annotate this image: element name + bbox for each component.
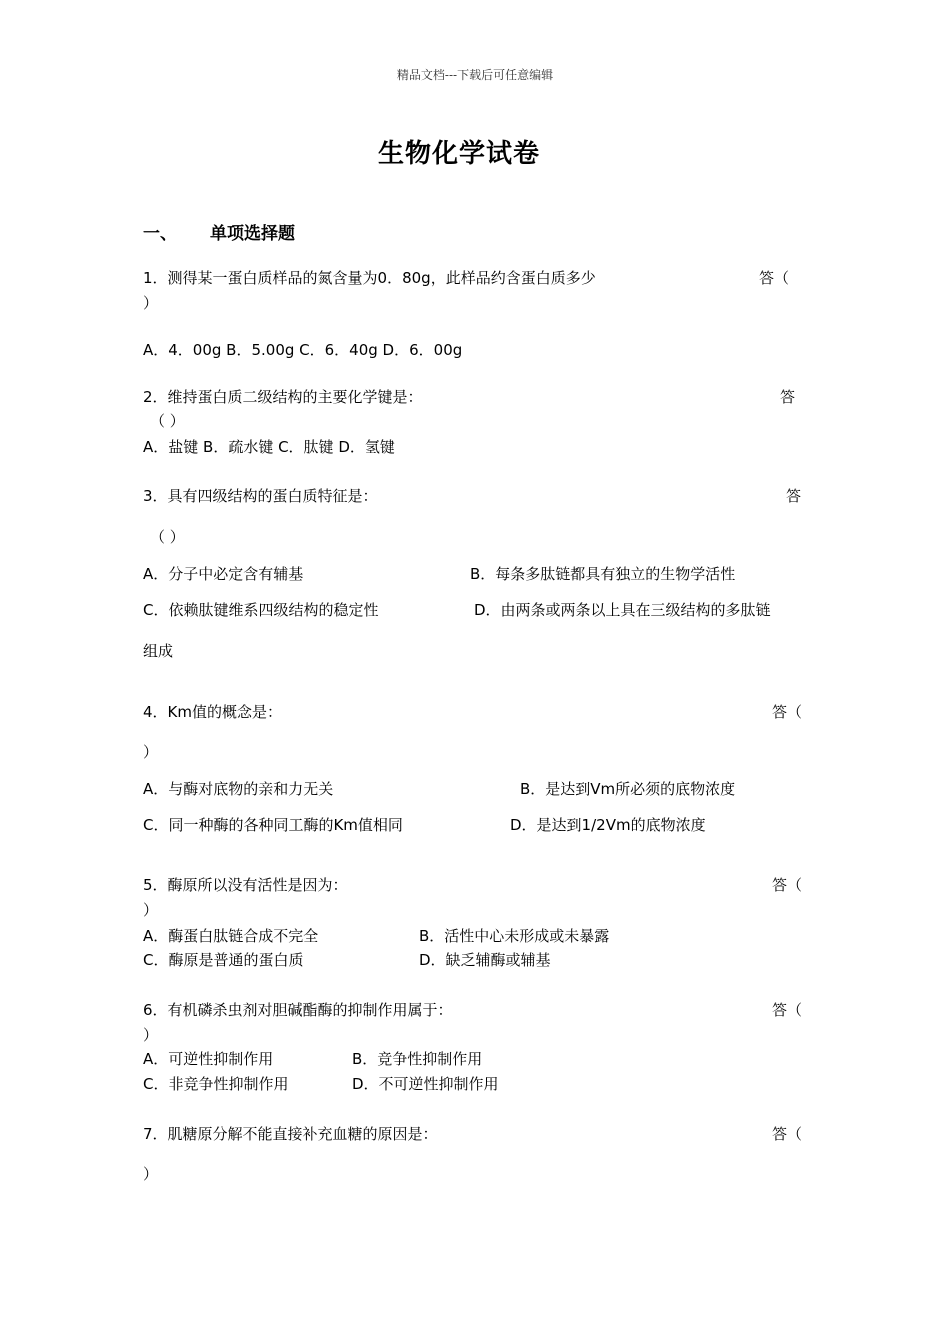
- question-6-option-b: B．竞争性抑制作用: [352, 1050, 483, 1068]
- question-4-answer-label: 答（: [772, 703, 803, 721]
- question-5-answer-label: 答（: [772, 876, 803, 894]
- question-5-option-a: A．酶蛋白肽链合成不完全: [143, 927, 319, 945]
- question-2-stem: 2．维持蛋白质二级结构的主要化学键是：: [143, 388, 423, 406]
- question-6-option-d: D．不可逆性抑制作用: [352, 1075, 499, 1093]
- question-4-option-a: A．与酶对底物的亲和力无关: [143, 780, 334, 798]
- question-1-answer-close: ）: [143, 294, 159, 312]
- question-6-option-a: A．可逆性抑制作用: [143, 1050, 274, 1068]
- question-5-stem: 5．酶原所以没有活性是因为：: [143, 876, 348, 894]
- question-3-answer-close: （ ）: [150, 528, 185, 546]
- question-2-answer-close: （ ）: [150, 412, 185, 430]
- question-6-stem: 6．有机磷杀虫剂对胆碱酯酶的抑制作用属于：: [143, 1001, 453, 1019]
- section-title: 单项选择题: [210, 224, 295, 244]
- document-title: 生物化学试卷: [377, 139, 540, 169]
- question-5-answer-close: ）: [143, 901, 159, 919]
- question-4-option-d: D．是达到1/2Vm的底物浓度: [510, 816, 706, 834]
- question-3-answer-label: 答: [786, 487, 802, 505]
- question-3-option-d: D．由两条或两条以上具在三级结构的多肽链: [474, 601, 771, 619]
- question-6-option-c: C．非竞争性抑制作用: [143, 1075, 289, 1093]
- question-3-stem: 3．具有四级结构的蛋白质特征是：: [143, 487, 378, 505]
- question-1-answer-label: 答（: [759, 269, 790, 287]
- question-4-stem: 4．Km值的概念是：: [143, 703, 282, 721]
- question-5-option-d: D．缺乏辅酶或辅基: [419, 951, 551, 969]
- question-6-answer-label: 答（: [772, 1001, 803, 1019]
- question-1-stem: 1．测得某一蛋白质样品的氮含量为0．80g，此样品约含蛋白质多少: [143, 269, 596, 287]
- question-6-answer-close: ）: [143, 1026, 159, 1044]
- question-2-answer-label: 答: [780, 388, 796, 406]
- question-4-option-b: B．是达到Vm所必须的底物浓度: [520, 780, 736, 798]
- question-1-options: A．4．00g B．5.00g C．6．40g D．6．00g: [143, 341, 463, 359]
- section-number: 一、: [143, 224, 177, 244]
- question-4-option-c: C．同一种酶的各种同工酶的Km值相同: [143, 816, 403, 834]
- question-3-option-b: B．每条多肽链都具有独立的生物学活性: [470, 565, 736, 583]
- question-3-option-a: A．分子中必定含有辅基: [143, 565, 304, 583]
- question-5-option-b: B．活性中心未形成或未暴露: [419, 927, 610, 945]
- question-2-options: A．盐键 B．疏水键 C．肽键 D．氢键: [143, 438, 395, 456]
- question-7-stem: 7．肌糖原分解不能直接补充血糖的原因是：: [143, 1125, 438, 1143]
- page-header: 精品文档---下载后可任意编辑: [396, 68, 554, 82]
- question-3-option-c: C．依赖肽键维系四级结构的稳定性: [143, 601, 379, 619]
- question-3-continuation: 组成: [143, 642, 174, 660]
- question-5-option-c: C．酶原是普通的蛋白质: [143, 951, 304, 969]
- question-4-answer-close: ）: [143, 743, 159, 761]
- question-7-answer-label: 答（: [772, 1125, 803, 1143]
- question-7-answer-close: ）: [143, 1165, 159, 1183]
